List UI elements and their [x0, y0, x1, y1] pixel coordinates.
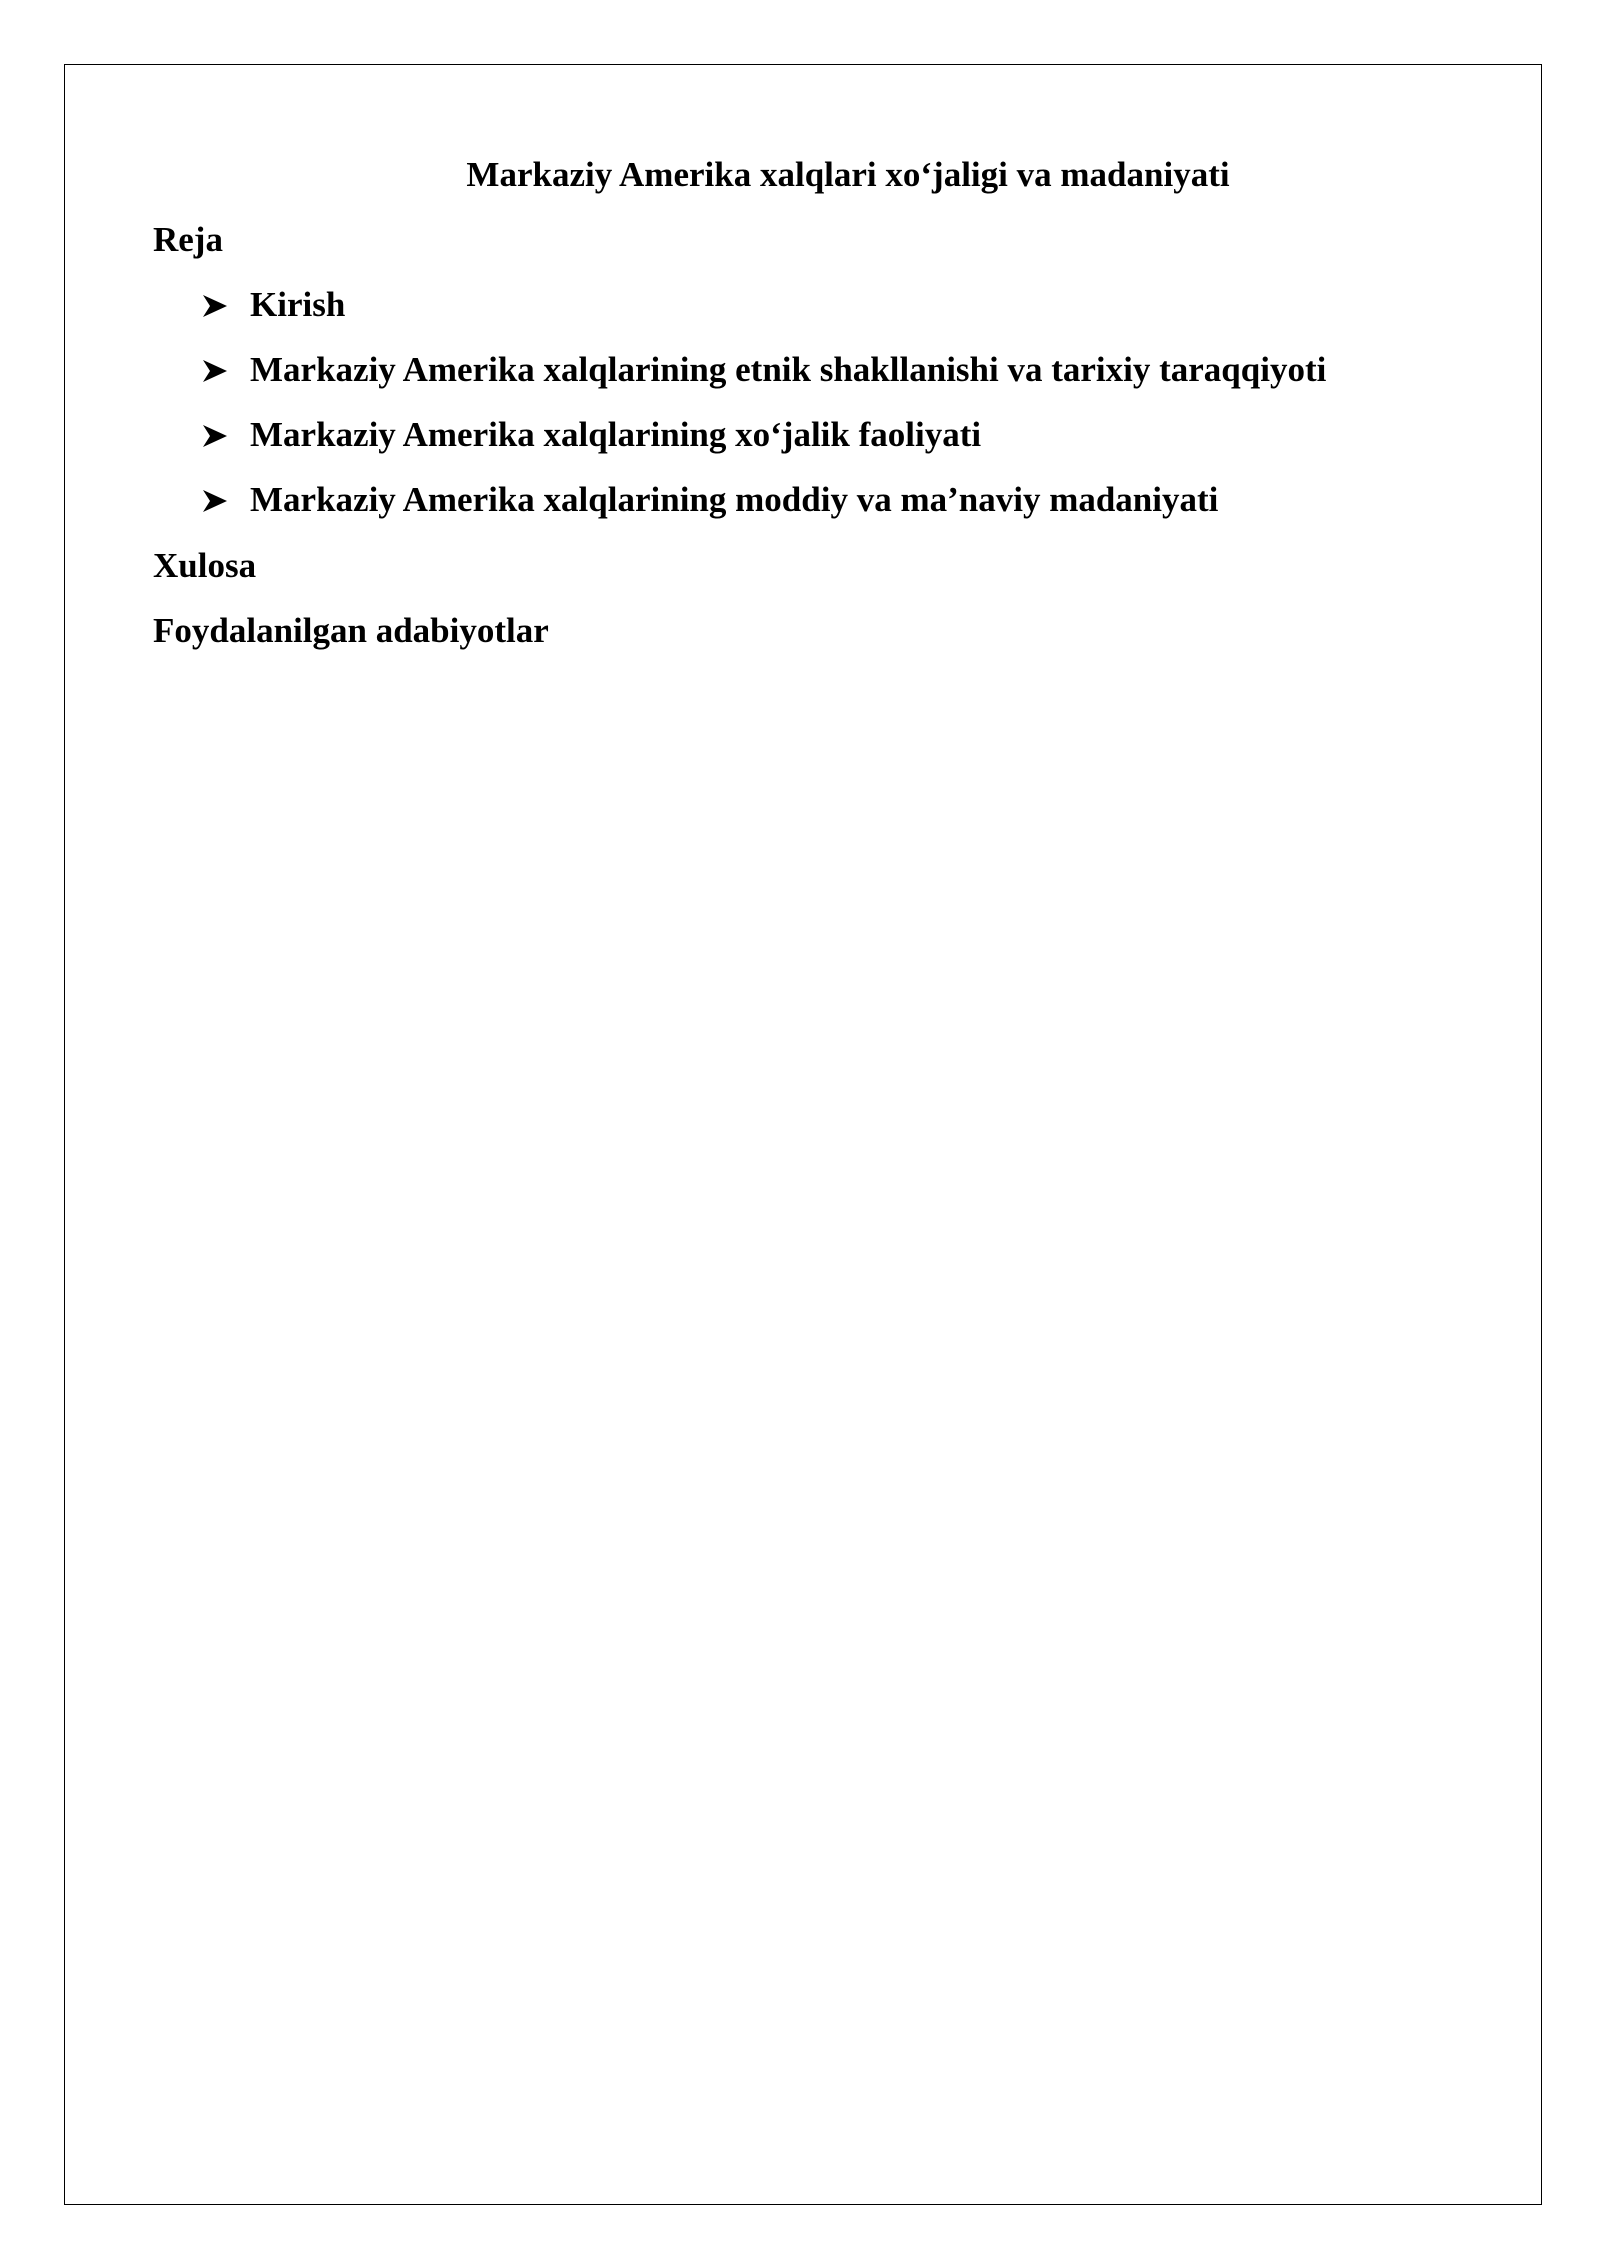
arrowhead-bullet-icon: [202, 282, 230, 328]
plan-heading: Reja: [153, 220, 223, 259]
plan-item: [202, 282, 345, 328]
arrowhead-bullet-icon: [202, 347, 230, 393]
references-heading: Foydalanilgan adabiyotlar: [153, 611, 549, 650]
plan-item-label: Markaziy Amerika xalqlarining etnik shakllanishi va tarixiy taraqqiyoti: [250, 350, 1327, 389]
plan-item-label: Markaziy Amerika xalqlarining xo‘jalik faoliyati: [250, 415, 982, 454]
plan-item: [202, 477, 1218, 523]
plan-item: [202, 412, 981, 458]
plan-item-label: Markaziy Amerika xalqlarining moddiy va ma’naviy madaniyati: [250, 480, 1219, 519]
plan-item: [202, 347, 1326, 393]
arrowhead-bullet-icon: [202, 477, 230, 523]
plan-item-label: Kirish: [250, 285, 346, 324]
document-title: Markaziy Amerika xalqlari xo‘jaligi va madaniyati: [466, 155, 1230, 194]
conclusion-heading: Xulosa: [153, 546, 257, 585]
arrowhead-bullet-icon: [202, 412, 230, 458]
